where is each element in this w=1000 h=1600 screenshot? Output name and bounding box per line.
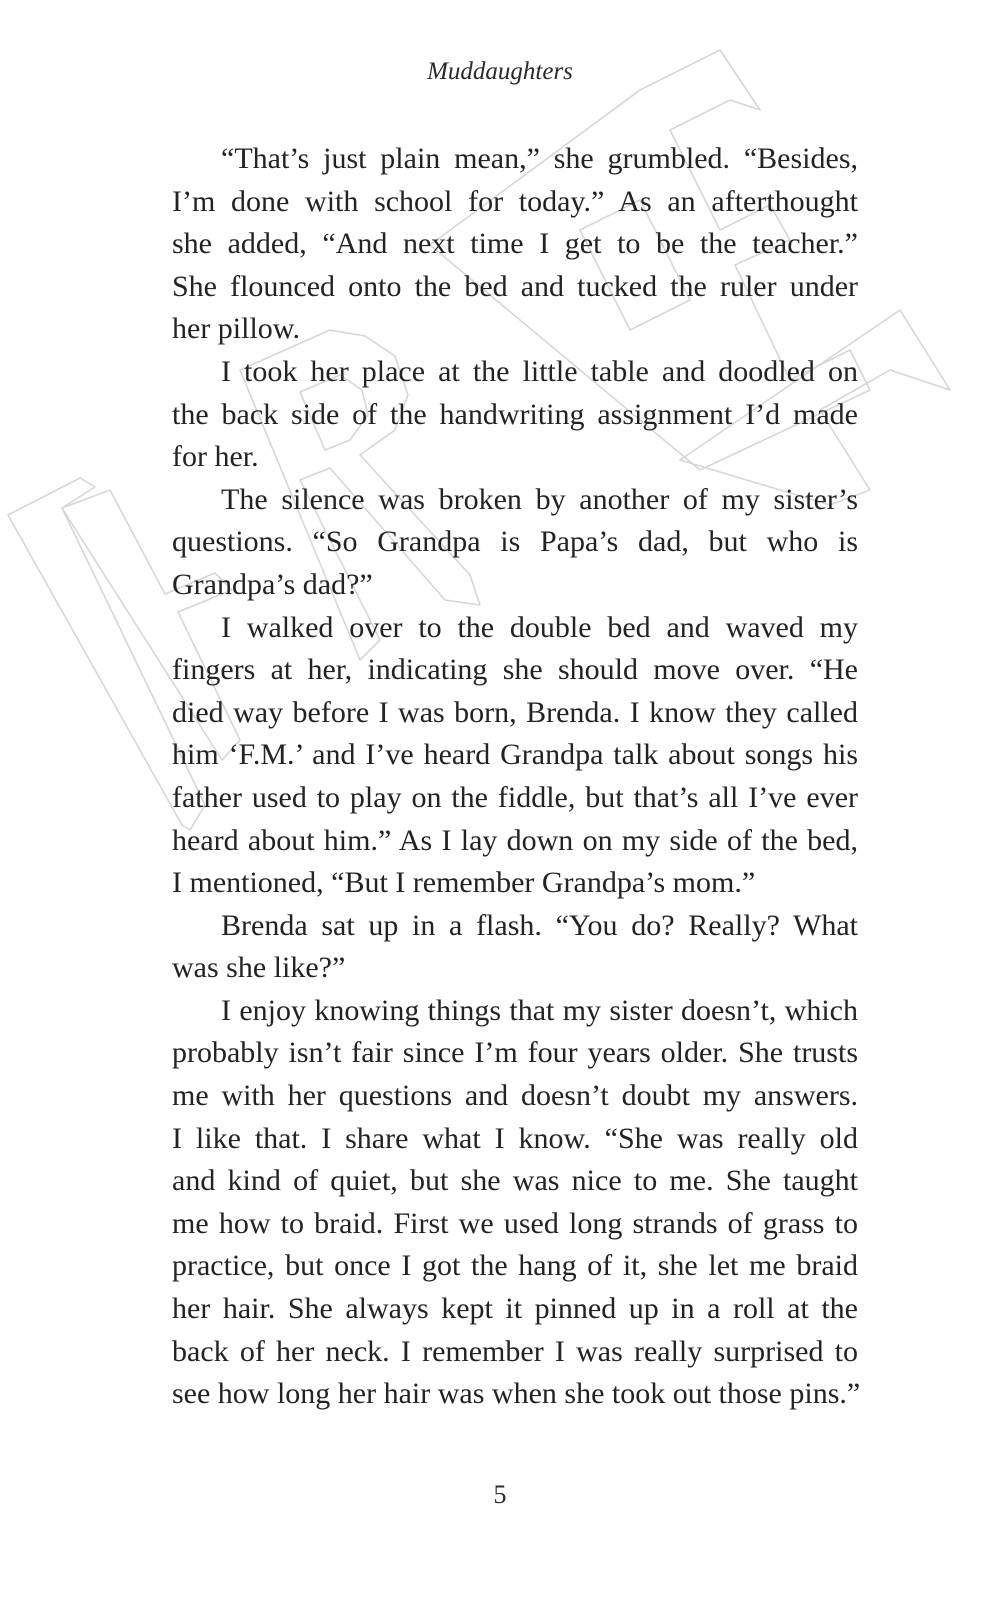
text-line: I walked over to the double bed and waved my bbox=[221, 610, 858, 644]
text-line: The silence was broken by another of my sister’s bbox=[221, 482, 858, 516]
paragraph bbox=[172, 479, 858, 607]
text-line: “That’s just plain mean,” she grumbled. “Besides, bbox=[221, 142, 858, 175]
text-line: see how long her hair was when she took out those pins.” bbox=[172, 1377, 861, 1411]
text-line: practice, but once I got the hang of it, she let me braid bbox=[172, 1249, 858, 1283]
text-line: questions. “So Grandpa is Papa’s dad, but who is bbox=[172, 525, 858, 559]
text-line: back of her neck. I remember I was really surprised to bbox=[172, 1334, 858, 1368]
paragraph bbox=[172, 905, 858, 990]
text-line: she added, “And next time I get to be the teacher.” bbox=[172, 227, 858, 261]
text-line: Grandpa’s dad?” bbox=[172, 567, 373, 601]
text-line: her hair. She always kept it pinned up in a roll at the bbox=[172, 1292, 858, 1326]
text-line: the back side of the handwriting assignment I’d made bbox=[172, 397, 858, 431]
text-line: probably isn’t fair since I’m four years older. She trusts bbox=[172, 1036, 858, 1070]
paragraph bbox=[172, 138, 858, 351]
text-line: me with her questions and doesn’t doubt my answers. bbox=[172, 1079, 858, 1113]
text-line: died way before I was born, Brenda. I know they called bbox=[172, 695, 858, 729]
page-number: 5 bbox=[493, 1480, 507, 1509]
text-line: heard about him.” As I lay down on my side of the bed, bbox=[172, 823, 858, 857]
text-line: father used to play on the fiddle, but that’s all I’ve ever bbox=[172, 780, 858, 814]
paragraph bbox=[172, 990, 861, 1416]
running-head-title: Muddaughters bbox=[427, 58, 573, 85]
paragraph bbox=[172, 351, 858, 479]
text-line: Brenda sat up in a flash. “You do? Really? What bbox=[221, 908, 858, 942]
text-line: and kind of quiet, but she was nice to me. She taught bbox=[172, 1164, 858, 1198]
text-line: was she like?” bbox=[172, 951, 346, 985]
paragraph bbox=[172, 607, 858, 905]
text-line: I like that. I share what I know. “She was really old bbox=[172, 1121, 858, 1155]
text-line: her pillow. bbox=[172, 312, 301, 346]
text-line: I took her place at the little table and doodled on bbox=[221, 354, 858, 388]
text-line: him ‘F.M.’ and I’ve heard Grandpa talk about songs his bbox=[172, 738, 858, 772]
text-line: I enjoy knowing things that my sister doesn’t, which bbox=[221, 993, 858, 1027]
text-line: She flounced onto the bed and tucked the ruler under bbox=[172, 269, 858, 303]
text-line: I’m done with school for today.” As an afterthought bbox=[172, 184, 858, 218]
text-line: fingers at her, indicating she should move over. “He bbox=[172, 653, 858, 687]
text-line: for her. bbox=[172, 440, 259, 474]
body-text bbox=[172, 138, 861, 1416]
text-line: I mentioned, “But I remember Grandpa’s mom.” bbox=[172, 866, 756, 900]
text-line: me how to braid. First we used long strands of grass to bbox=[172, 1206, 858, 1240]
